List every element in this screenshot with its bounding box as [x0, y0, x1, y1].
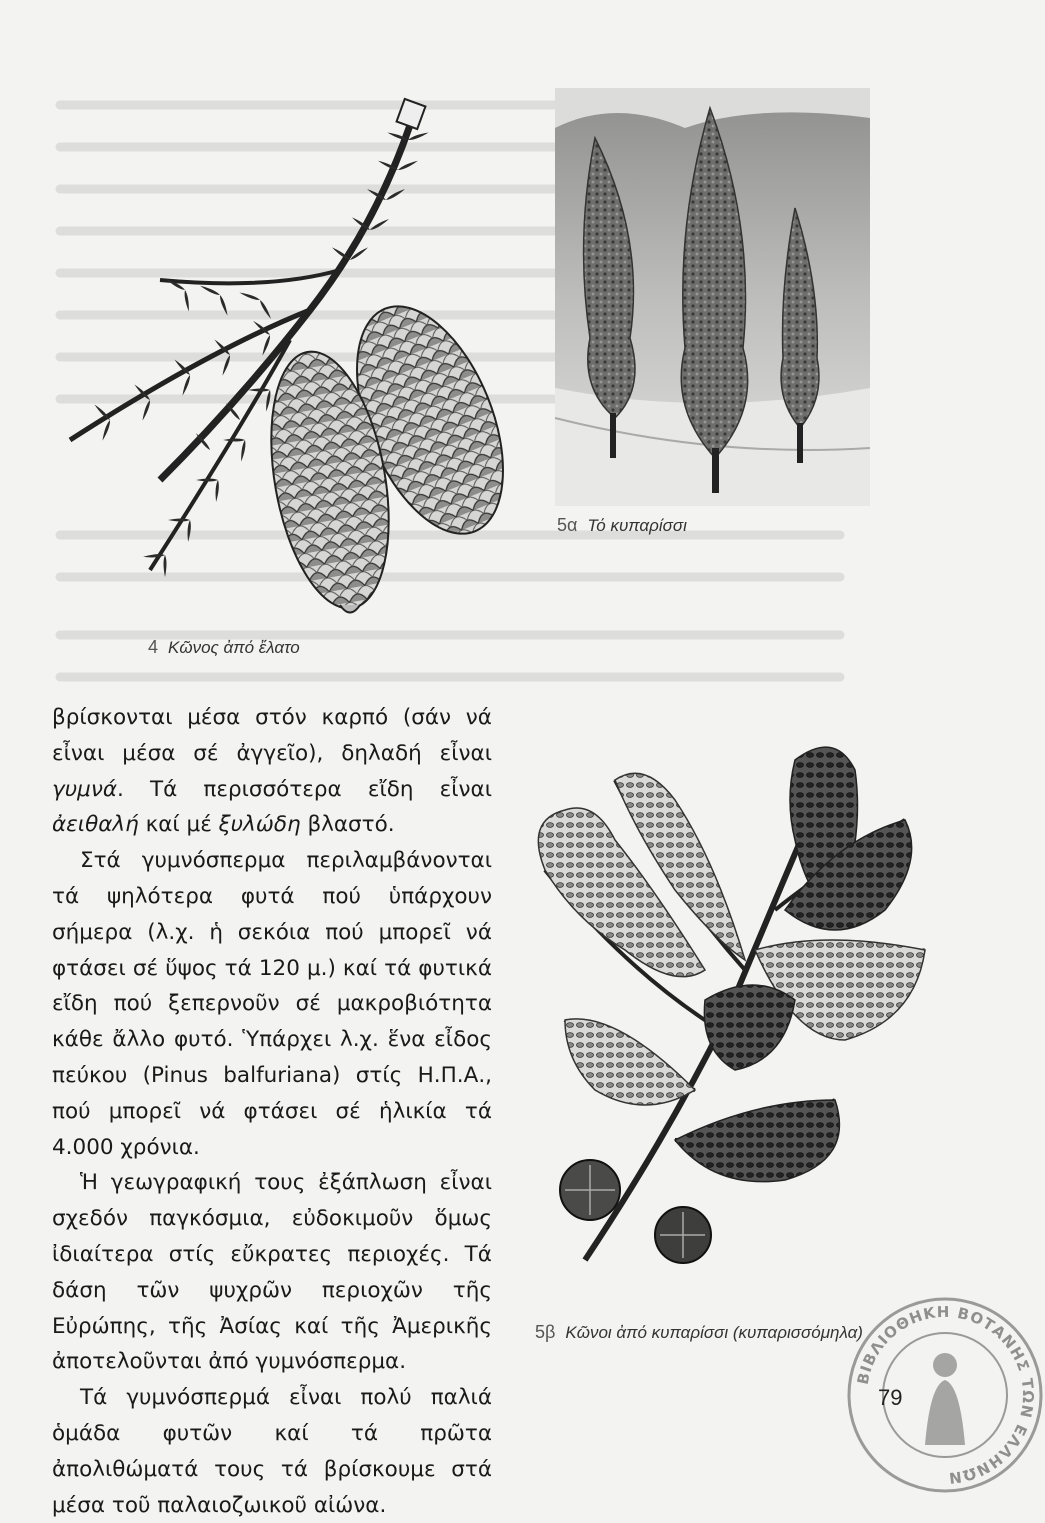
- page-number: 79: [878, 1385, 903, 1410]
- paragraph-1: [52, 700, 492, 843]
- main-text: [52, 700, 492, 1523]
- figure-5b-number: 5β: [535, 1322, 556, 1342]
- figure-5a-number: 5α: [557, 515, 578, 535]
- paragraph-1-part-b: . Τά περισσότερα εἴδη εἶναι: [117, 776, 492, 802]
- library-stamp: [845, 1295, 1045, 1495]
- figure-4-caption: [148, 637, 300, 658]
- term-gymna: γυμνά: [52, 776, 118, 802]
- figure-5a-text: Τό κυπαρίσσι: [587, 516, 687, 535]
- term-aeithali: ἀειθαλή: [52, 812, 139, 838]
- cypress-trees-illustration: [555, 88, 870, 506]
- figure-5b-text: Κῶνοι ἀπό κυπαρίσσι (κυπαρισσόμηλα): [565, 1323, 863, 1342]
- paragraph-4: Τά γυμνόσπερμά εἶναι πολύ παλιά ὁμάδα φυτῶν καί τά πρῶτα ἀπολιθώματά τους τά βρίσκουμε στά μέσα τοῦ παλαιοζωικοῦ αἰώνα.: [52, 1385, 492, 1518]
- cypress-branch-illustration: [505, 720, 945, 1320]
- figure-4-text: Κῶνος ἀπό ἔλατο: [168, 638, 300, 657]
- term-xylodi: ξυλώδη: [218, 812, 301, 838]
- paragraph-1-part-d: βλαστό.: [300, 812, 395, 838]
- figure-5b-caption: [535, 1322, 863, 1343]
- figure-4-number: 4: [148, 637, 159, 657]
- fir-cone-illustration: [40, 100, 540, 620]
- paragraph-1-part-a: βρίσκονται μέσα στόν καρπό (σάν νά εἶναι μέσα σέ ἀγγεῖο), δηλαδή εἶναι: [52, 705, 492, 766]
- paragraph-3: Ἡ γεωγραφική τους ἐξάπλωση εἶναι σχεδόν παγκόσμια, εὐδοκιμοῦν ὅμως ἰδιαίτερα στίς εὔκρατες περιοχές. Τά δάση τῶν ψυχρῶν περιοχῶν τῆς Εὐρώπης, τῆς Ἀσίας καί τῆς Ἀμερικῆς ἀποτελοῦνται ἀπό γυμνόσπερμα.: [52, 1170, 492, 1375]
- paragraph-1-part-c: καί μέ: [138, 812, 219, 838]
- paragraph-2: Στά γυμνόσπερμα περιλαμβάνονται τά ψηλότερα φυτά πού ὑπάρχουν σήμερα (λ.χ. ἡ σεκόια πού μπορεῖ νά φτάσει σέ ὕψος τά 120 μ.) καί τά φυτικά εἴδη πού ξεπερνοῦν σέ μακροβιότητα κάθε ἄλλο φυτό. Ὑπάρχει λ.χ. ἕνα εἶδος πεύκου (Pinus balfuriana) στίς Η.Π.Α., πού μπορεῖ νά φτάσει σέ ἡλικία τά 4.000 χρόνια.: [52, 848, 492, 1160]
- stamp-text: ΒΙΒΛΙΟΘΗΚΗ ΒΟΤΑΝΗΣ ΤΩΝ ΕΛΛΗΝΩΝ: [853, 1302, 1038, 1488]
- figure-5a-caption: [557, 515, 687, 536]
